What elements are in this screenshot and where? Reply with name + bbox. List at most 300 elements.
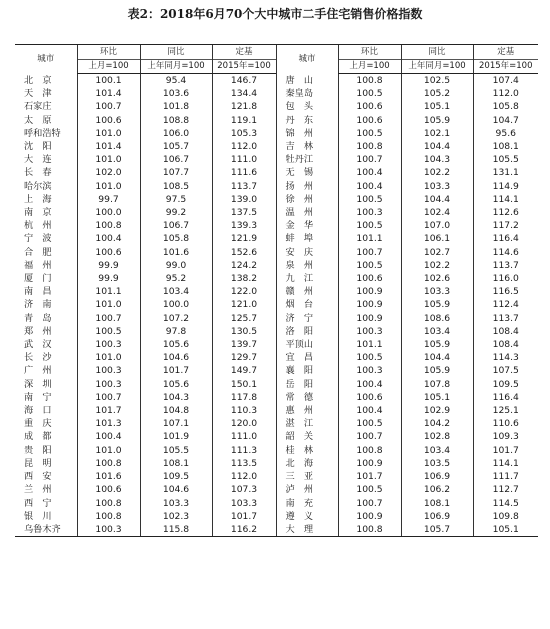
base-value: 152.6 [212,246,276,259]
city-name: 安 庆 [276,246,338,259]
mom-value: 100.6 [77,114,140,127]
city-name: 常 德 [276,391,338,404]
yoy-value: 106.2 [401,483,473,496]
mom-value: 100.1 [77,74,140,88]
base-value: 113.7 [473,259,538,272]
city-name: 北 京 [24,74,52,86]
city-name: 南 昌 [24,286,52,298]
yoy-value: 105.8 [140,232,212,245]
base-value: 112.4 [473,298,538,311]
mom-value: 99.7 [77,193,140,206]
yoy-value: 105.1 [401,391,473,404]
header-base: 定基 [473,45,538,60]
base-value: 107.5 [473,364,538,377]
table-row [15,206,538,219]
base-value: 117.2 [473,219,538,232]
city-name: 蚌 埠 [276,232,338,245]
table-row [15,259,538,272]
yoy-value: 101.8 [140,100,212,113]
yoy-value: 104.6 [140,483,212,496]
table-row [15,364,538,377]
base-value: 107.4 [473,74,538,88]
base-value: 113.5 [212,457,276,470]
table-row [15,378,538,391]
base-value: 116.4 [473,391,538,404]
base-value: 108.4 [473,325,538,338]
mom-value: 100.8 [77,497,140,510]
city-name: 太 原 [24,114,52,126]
city-name: 青 岛 [24,312,52,324]
city-name: 广 州 [24,365,52,377]
yoy-value: 104.3 [140,391,212,404]
mom-value: 100.8 [77,510,140,523]
yoy-value: 102.7 [401,246,473,259]
mom-value: 101.6 [77,470,140,483]
table-row [15,285,538,298]
table-row [15,523,538,537]
base-value: 134.4 [212,87,276,100]
city-name: 洛 阳 [276,325,338,338]
yoy-value: 100.0 [140,298,212,311]
header-yoy: 同比 [401,45,473,60]
mom-value: 100.5 [338,193,401,206]
yoy-value: 104.6 [140,351,212,364]
city-name: 南 宁 [24,391,52,403]
city-name: 泉 州 [276,259,338,272]
mom-value: 100.0 [77,206,140,219]
header-mom-sub: 上月=100 [338,60,401,74]
yoy-value: 102.5 [401,74,473,88]
base-value: 121.8 [212,100,276,113]
yoy-value: 105.2 [401,87,473,100]
base-value: 116.4 [473,232,538,245]
base-value: 109.8 [473,510,538,523]
base-value: 112.7 [473,483,538,496]
base-value: 105.5 [473,153,538,166]
yoy-value: 107.0 [401,219,473,232]
base-value: 105.1 [473,523,538,537]
table-row [15,219,538,232]
yoy-value: 103.3 [401,180,473,193]
base-value: 104.7 [473,114,538,127]
yoy-value: 103.3 [140,497,212,510]
city-name: 泸 州 [276,483,338,496]
yoy-value: 102.3 [140,510,212,523]
mom-value: 100.6 [77,246,140,259]
city-name: 南 充 [276,497,338,510]
table-row [15,351,538,364]
table-row [15,140,538,153]
base-value: 111.7 [473,470,538,483]
mom-value: 101.1 [77,285,140,298]
table-row [15,470,538,483]
yoy-value: 105.7 [140,140,212,153]
mom-value: 101.0 [77,153,140,166]
base-value: 124.2 [212,259,276,272]
mom-value: 100.3 [77,378,140,391]
mom-value: 101.0 [77,351,140,364]
mom-value: 100.4 [338,166,401,179]
city-name: 韶 关 [276,430,338,443]
city-name: 无 锡 [276,166,338,179]
table-row [15,510,538,523]
header-base-sub: 2015年=100 [212,60,276,74]
yoy-value: 108.1 [140,457,212,470]
city-name: 锦 州 [276,127,338,140]
table-row [15,180,538,193]
city-name: 济 南 [24,299,52,311]
mom-value: 100.8 [77,457,140,470]
base-value: 150.1 [212,378,276,391]
table-row [15,232,538,245]
header-city: 城市 [276,45,338,74]
city-name: 武 汉 [24,339,52,351]
yoy-value: 103.4 [401,325,473,338]
city-name: 湛 江 [276,417,338,430]
mom-value: 100.6 [338,391,401,404]
mom-value: 100.4 [77,430,140,443]
yoy-value: 105.9 [401,298,473,311]
base-value: 139.3 [212,219,276,232]
mom-value: 100.9 [338,298,401,311]
header-yoy-sub: 上年同月=100 [140,60,212,74]
mom-value: 100.3 [338,206,401,219]
table-row [15,127,538,140]
mom-value: 100.6 [338,114,401,127]
mom-value: 100.6 [77,483,140,496]
mom-value: 100.3 [338,364,401,377]
city-name: 宁 波 [24,233,52,245]
mom-value: 100.8 [338,74,401,88]
base-value: 113.7 [473,312,538,325]
yoy-value: 104.4 [401,140,473,153]
mom-value: 100.9 [338,312,401,325]
yoy-value: 99.0 [140,259,212,272]
yoy-value: 103.3 [401,285,473,298]
city-name: 丹 东 [276,114,338,127]
base-value: 95.6 [473,127,538,140]
table-row [15,338,538,351]
base-value: 146.7 [212,74,276,88]
city-name: 温 州 [276,206,338,219]
yoy-value: 103.4 [401,444,473,457]
base-value: 111.3 [212,444,276,457]
table-row [15,457,538,470]
mom-value: 100.7 [338,153,401,166]
header-base-sub: 2015年=100 [473,60,538,74]
city-name: 兰 州 [24,484,52,496]
city-name: 合 肥 [24,246,52,258]
mom-value: 100.8 [338,140,401,153]
mom-value: 100.3 [77,338,140,351]
mom-value: 101.1 [338,338,401,351]
city-name: 遵 义 [276,510,338,523]
city-name: 沈 阳 [24,141,52,153]
table-title: 表2：2018年6月70个大中城市二手住宅销售价格指数 [127,7,423,21]
table-row [15,114,538,127]
base-value: 120.0 [212,417,276,430]
header-row [15,45,538,60]
mom-value: 100.9 [338,285,401,298]
mom-value: 100.4 [338,378,401,391]
base-value: 112.6 [473,206,538,219]
mom-value: 100.8 [77,219,140,232]
yoy-value: 102.1 [401,127,473,140]
mom-value: 100.7 [338,430,401,443]
header-mom-sub: 上月=100 [77,60,140,74]
base-value: 121.0 [212,298,276,311]
mom-value: 100.5 [77,325,140,338]
base-value: 129.7 [212,351,276,364]
city-name: 桂 林 [276,444,338,457]
mom-value: 100.6 [338,100,401,113]
table-row [15,166,538,179]
base-value: 139.0 [212,193,276,206]
mom-value: 100.7 [338,497,401,510]
table-row [15,417,538,430]
table-row [15,272,538,285]
base-value: 138.2 [212,272,276,285]
table-row [15,100,538,113]
yoy-value: 102.9 [401,404,473,417]
yoy-value: 106.9 [401,510,473,523]
base-value: 109.3 [473,430,538,443]
city-name: 昆 明 [24,457,52,469]
table-row [15,325,538,338]
base-value: 114.3 [473,351,538,364]
base-value: 101.7 [473,444,538,457]
yoy-value: 108.1 [401,497,473,510]
yoy-value: 107.8 [401,378,473,391]
yoy-value: 101.9 [140,430,212,443]
mom-value: 100.5 [338,351,401,364]
city-name: 平顶山 [276,338,338,351]
city-name: 成 都 [24,431,52,443]
yoy-value: 106.9 [401,470,473,483]
base-value: 114.6 [473,246,538,259]
city-name: 赣 州 [276,285,338,298]
base-value: 112.0 [473,87,538,100]
city-name: 大 理 [276,523,338,537]
base-value: 108.1 [473,140,538,153]
header-yoy-sub: 上年同月=100 [401,60,473,74]
table-row [15,404,538,417]
mom-value: 100.8 [338,444,401,457]
yoy-value: 95.4 [140,74,212,88]
mom-value: 100.3 [338,325,401,338]
city-name: 郑 州 [24,325,52,337]
city-name: 襄 阳 [276,364,338,377]
base-value: 125.7 [212,312,276,325]
mom-value: 100.5 [338,417,401,430]
price-index-table [15,44,538,537]
city-name: 杭 州 [24,220,52,232]
table-row [15,312,538,325]
yoy-value: 104.2 [401,417,473,430]
base-value: 103.3 [212,497,276,510]
base-value: 139.7 [212,338,276,351]
city-name: 秦皇岛 [276,87,338,100]
base-value: 116.5 [473,285,538,298]
yoy-value: 105.6 [140,378,212,391]
base-value: 105.8 [473,100,538,113]
city-name: 重 庆 [24,418,52,430]
yoy-value: 97.8 [140,325,212,338]
base-value: 111.6 [212,166,276,179]
base-value: 122.0 [212,285,276,298]
yoy-value: 104.3 [401,153,473,166]
city-name: 宜 昌 [276,351,338,364]
city-name: 徐 州 [276,193,338,206]
yoy-value: 115.8 [140,523,212,537]
mom-value: 100.4 [338,404,401,417]
city-name: 西 宁 [24,497,52,509]
city-name: 福 州 [24,259,52,271]
table-row [15,87,538,100]
yoy-value: 105.1 [401,100,473,113]
table-row [15,153,538,166]
base-value: 107.3 [212,483,276,496]
yoy-value: 105.7 [401,523,473,537]
city-name: 包 头 [276,100,338,113]
base-value: 114.5 [473,497,538,510]
mom-value: 99.9 [77,272,140,285]
table-row [15,483,538,496]
yoy-value: 102.2 [401,259,473,272]
yoy-value: 104.4 [401,351,473,364]
mom-value: 101.0 [77,127,140,140]
yoy-value: 95.2 [140,272,212,285]
yoy-value: 103.4 [140,285,212,298]
yoy-value: 105.9 [401,364,473,377]
yoy-value: 105.9 [401,338,473,351]
base-value: 112.0 [212,140,276,153]
mom-value: 100.5 [338,219,401,232]
city-name: 乌鲁木齐 [15,523,77,537]
base-value: 130.5 [212,325,276,338]
yoy-value: 105.9 [401,114,473,127]
yoy-value: 102.6 [401,272,473,285]
mom-value: 102.0 [77,166,140,179]
mom-value: 100.3 [77,364,140,377]
yoy-value: 109.5 [140,470,212,483]
city-name: 烟 台 [276,298,338,311]
base-value: 114.1 [473,193,538,206]
yoy-value: 108.6 [401,312,473,325]
base-value: 121.9 [212,232,276,245]
table-row [15,391,538,404]
city-name: 银 川 [24,510,52,522]
yoy-value: 106.7 [140,153,212,166]
base-value: 110.3 [212,404,276,417]
yoy-value: 101.6 [140,246,212,259]
yoy-value: 102.2 [401,166,473,179]
header-base: 定基 [212,45,276,60]
base-value: 111.0 [212,430,276,443]
yoy-value: 105.6 [140,338,212,351]
mom-value: 99.9 [77,259,140,272]
yoy-value: 104.4 [401,193,473,206]
base-value: 105.3 [212,127,276,140]
city-name: 金 华 [276,219,338,232]
table-row [15,444,538,457]
table-row [15,497,538,510]
table-row [15,298,538,311]
base-value: 111.0 [212,153,276,166]
yoy-value: 103.5 [401,457,473,470]
header-mom: 环比 [338,45,401,60]
mom-value: 100.7 [77,100,140,113]
city-name: 天 津 [24,88,52,100]
header-city: 城市 [15,45,77,74]
city-name: 牡丹江 [276,153,338,166]
base-value: 119.1 [212,114,276,127]
city-name: 哈尔滨 [24,180,52,192]
mom-value: 101.7 [338,470,401,483]
city-name: 北 海 [276,457,338,470]
mom-value: 100.3 [77,523,140,537]
base-value: 131.1 [473,166,538,179]
mom-value: 100.5 [338,259,401,272]
city-name: 呼和浩特 [24,127,61,139]
city-name: 大 连 [24,154,52,166]
yoy-value: 102.4 [401,206,473,219]
base-value: 109.5 [473,378,538,391]
base-value: 116.2 [212,523,276,537]
mom-value: 101.0 [77,444,140,457]
city-name: 海 口 [24,405,52,417]
table-row [15,74,538,88]
yoy-value: 102.8 [401,430,473,443]
base-value: 114.9 [473,180,538,193]
yoy-value: 101.7 [140,364,212,377]
mom-value: 100.9 [338,457,401,470]
header-mom: 环比 [77,45,140,60]
base-value: 108.4 [473,338,538,351]
yoy-value: 105.5 [140,444,212,457]
mom-value: 100.9 [338,510,401,523]
city-name: 厦 门 [24,273,52,285]
city-name: 长 沙 [24,352,52,364]
yoy-value: 106.0 [140,127,212,140]
yoy-value: 99.2 [140,206,212,219]
table-row [15,430,538,443]
yoy-value: 107.2 [140,312,212,325]
table-row [15,193,538,206]
mom-value: 100.4 [338,180,401,193]
city-name: 吉 林 [276,140,338,153]
city-name: 南 京 [24,207,52,219]
mom-value: 101.4 [77,140,140,153]
base-value: 101.7 [212,510,276,523]
mom-value: 101.4 [77,87,140,100]
mom-value: 101.3 [77,417,140,430]
city-name: 长 春 [24,167,52,179]
mom-value: 100.5 [338,87,401,100]
table-row [15,246,538,259]
city-name: 三 亚 [276,470,338,483]
city-name: 深 圳 [24,378,52,390]
mom-value: 100.7 [77,312,140,325]
header-yoy: 同比 [140,45,212,60]
mom-value: 100.6 [338,272,401,285]
base-value: 117.8 [212,391,276,404]
mom-value: 100.7 [338,246,401,259]
yoy-value: 108.8 [140,114,212,127]
base-value: 125.1 [473,404,538,417]
base-value: 110.6 [473,417,538,430]
yoy-value: 108.5 [140,180,212,193]
